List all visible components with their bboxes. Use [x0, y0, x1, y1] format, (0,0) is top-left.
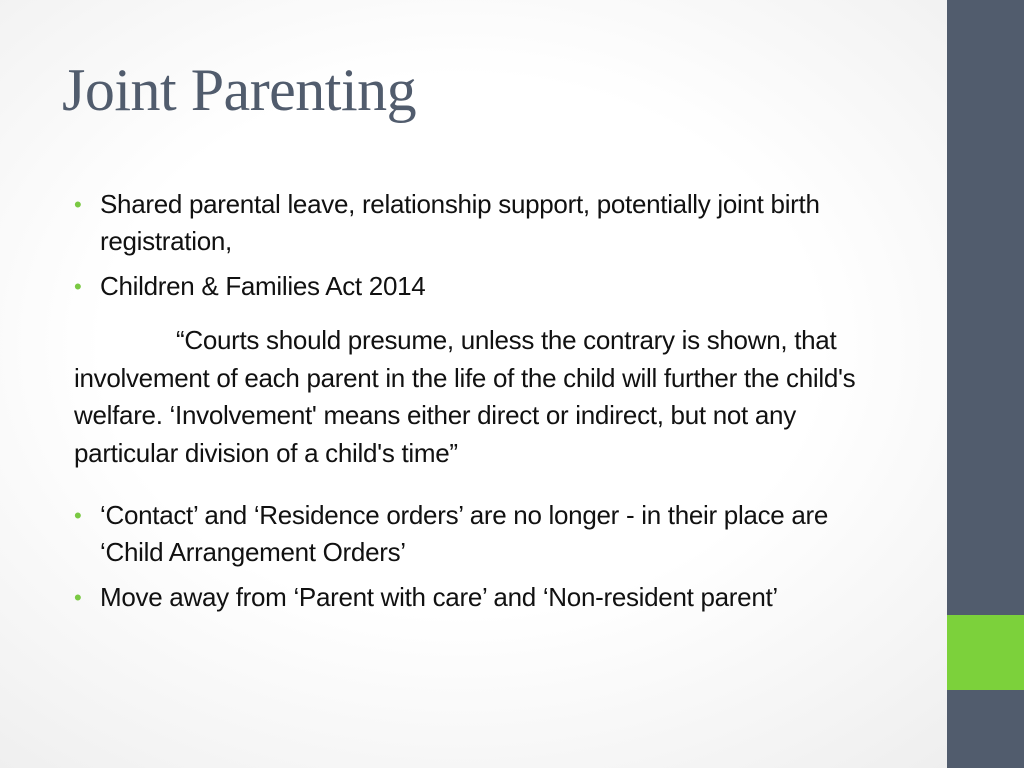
bullet-text: ‘Contact’ and ‘Residence orders’ are no longer - in their place are ‘Child Arrangement Orders’	[100, 500, 829, 567]
bullet-text: Move away from ‘Parent with care’ and ‘Non-resident parent’	[100, 582, 778, 612]
bullet-icon: •	[74, 585, 82, 610]
bullet-item	[74, 579, 894, 616]
bullet-text: Children & Families Act 2014	[100, 271, 426, 301]
bullet-icon: •	[74, 503, 82, 528]
bullet-item	[74, 268, 894, 305]
bullet-item	[74, 186, 894, 260]
sidebar-accent-block	[947, 615, 1024, 690]
bullet-item	[74, 497, 894, 571]
bullet-list-bottom	[74, 497, 894, 624]
legal-quote: “Courts should presume, unless the contrary is shown, that involvement of each parent in the life of the child will further the child's welfare. ‘Involvement' means either direct or indirect, but not any particular division of a child's time”	[74, 325, 856, 468]
slide-title: Joint Parenting	[62, 57, 417, 123]
bullet-icon: •	[74, 274, 82, 299]
bullet-icon: •	[74, 192, 82, 217]
sidebar-panel	[947, 0, 1024, 768]
bullet-text: Shared parental leave, relationship support, potentially joint birth registration,	[100, 189, 820, 256]
bullet-list-top	[74, 186, 894, 313]
